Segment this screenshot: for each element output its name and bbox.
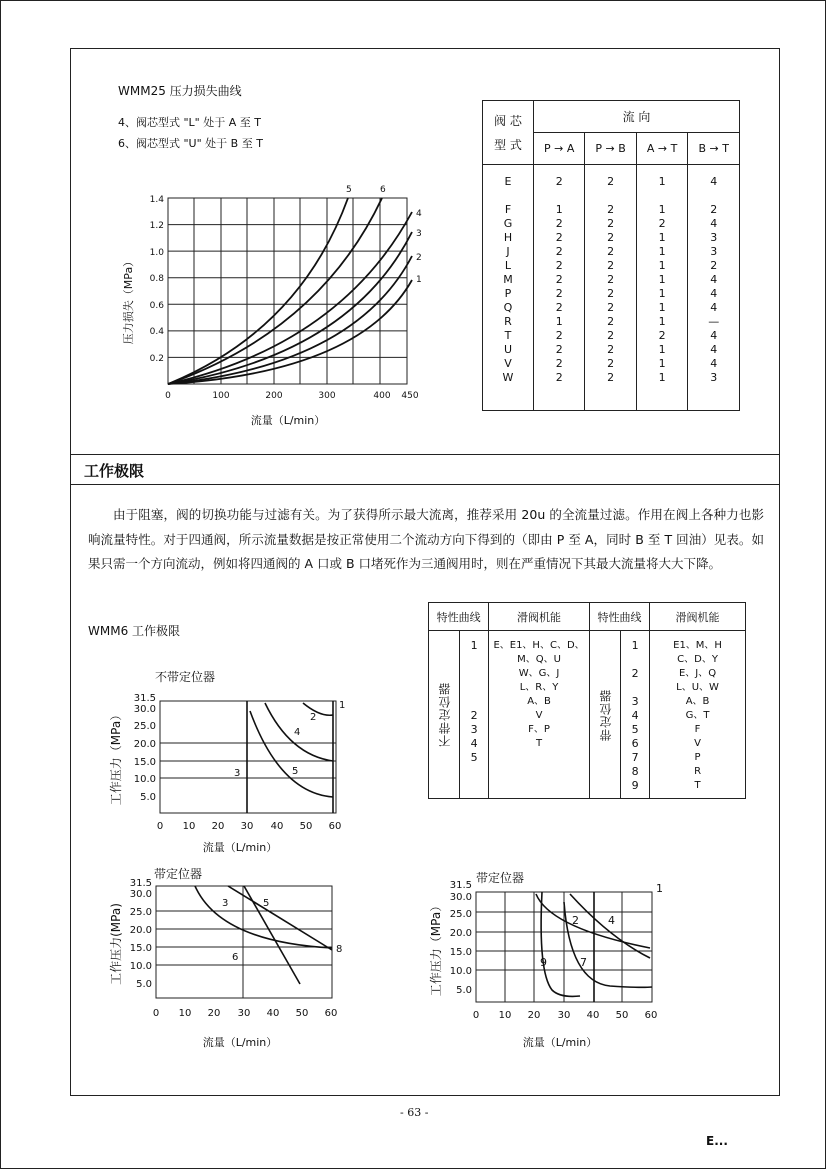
curve-label-2: 2 — [416, 253, 422, 263]
curve-9 — [541, 892, 580, 996]
x-tick: 0 — [472, 1010, 480, 1021]
y-tick: 0.6 — [149, 301, 164, 311]
section-title: 工作极限 — [84, 462, 145, 480]
curve-label-5: 5 — [292, 766, 299, 777]
y-axis-label: 工作压力（MPa） — [429, 899, 443, 997]
x-tick: 10 — [498, 1010, 512, 1021]
curve-2 — [303, 703, 333, 715]
x-tick: 60 — [328, 821, 342, 832]
header-b-t: B → T — [688, 133, 740, 165]
y-tick: 30.0 — [133, 704, 156, 715]
curve-5 — [244, 886, 300, 984]
y-tick: 5.0 — [456, 985, 472, 996]
section-divider-top — [70, 454, 779, 455]
chart-a-title: 不带定位器 — [155, 670, 216, 684]
curve-label-3: 3 — [234, 768, 241, 779]
b-t-column: 4 2 4 3 3 2 4 4 4 — 4 4 4 3 — [708, 175, 720, 384]
left-curve-numbers: 1 2 3 4 5 — [470, 639, 478, 764]
curve-label-6: 6 — [232, 952, 239, 963]
y-tick: 5.0 — [140, 792, 156, 803]
y-tick: 15.0 — [129, 943, 152, 954]
x-tick: 20 — [207, 1008, 221, 1019]
y-tick: 30.0 — [129, 889, 152, 900]
curve-label-4: 4 — [416, 209, 422, 219]
y-tick: 1.2 — [149, 221, 164, 231]
x-tick: 60 — [324, 1008, 338, 1019]
y-tick: 20.0 — [129, 925, 152, 936]
header-curve-2: 特性曲线 — [589, 603, 649, 631]
header-a-t: A → T — [636, 133, 688, 165]
y-tick: 31.5 — [129, 878, 152, 889]
curve-6 — [195, 886, 332, 948]
curve-label-3: 3 — [416, 229, 422, 239]
y-axis-label: 压力损失（MPa） — [122, 255, 135, 345]
working-limit-chart-with-detent-left — [100, 862, 360, 1057]
y-axis-label: 工作压力（MPa） — [109, 708, 123, 806]
with-detent-label: 带定位器 — [598, 688, 613, 741]
x-tick: 40 — [586, 1010, 600, 1021]
header-function-1: 滑阀机能 — [489, 603, 590, 631]
x-tick: 20 — [211, 821, 225, 832]
curve-label-6: 6 — [380, 185, 386, 195]
brand-mark: E... — [706, 1134, 728, 1148]
right-spool-functions: E1、M、H C、D、Y E、J、Q L、U、W A、B G、T F V P R T — [673, 640, 722, 791]
without-detent-label: 不带定位器 — [437, 682, 452, 747]
curve-label-1: 1 — [656, 882, 663, 895]
curve-5 — [250, 711, 333, 797]
x-tick: 0 — [156, 821, 164, 832]
curve-label-7: 7 — [580, 956, 587, 969]
working-limit-table — [428, 602, 746, 799]
y-tick: 10.0 — [133, 774, 156, 785]
y-tick: 25.0 — [449, 909, 472, 920]
spool-header-1: 阀 芯 — [494, 113, 522, 128]
y-tick: 1.0 — [149, 248, 164, 258]
y-tick: 25.0 — [133, 721, 156, 732]
section-divider-bottom — [70, 484, 779, 485]
curve-label-5: 5 — [263, 898, 270, 909]
x-tick: 0 — [152, 1008, 160, 1019]
page-number: - 63 - — [400, 1106, 429, 1119]
x-tick: 30 — [237, 1008, 251, 1019]
right-curve-numbers: 1 2 3 4 5 6 7 8 9 — [631, 639, 639, 792]
curve-label-1: 1 — [416, 275, 422, 285]
y-tick: 1.4 — [149, 195, 164, 205]
y-axis-label: 工作压力(MPa) — [109, 903, 123, 985]
x-tick: 0 — [165, 391, 171, 401]
x-axis-label: 流量（L/min） — [202, 841, 278, 854]
x-tick: 450 — [401, 391, 419, 401]
curve-label-9: 9 — [540, 956, 547, 969]
wmm25-title: WMM25 压力损失曲线 — [118, 84, 242, 98]
a-t-column: 1 1 2 1 1 1 1 1 1 1 2 1 1 1 — [658, 175, 666, 384]
curve-label-2: 2 — [310, 712, 317, 723]
curve-label-8: 8 — [336, 944, 343, 955]
working-limit-chart-with-detent-right — [420, 862, 680, 1057]
curve-5 — [168, 198, 348, 384]
curve-label-4: 4 — [294, 727, 301, 738]
curve-label-5: 5 — [346, 185, 352, 195]
wmm6-title: WMM6 工作极限 — [88, 624, 181, 638]
y-tick: 5.0 — [136, 979, 152, 990]
y-tick: 0.2 — [149, 354, 164, 364]
flow-direction-table — [482, 100, 740, 411]
y-tick: 15.0 — [133, 757, 156, 768]
x-tick: 30 — [240, 821, 254, 832]
curve-2 — [536, 894, 650, 948]
x-tick: 40 — [270, 821, 284, 832]
y-tick: 31.5 — [133, 693, 156, 704]
x-axis-label: 流量（L/min） — [202, 1036, 278, 1049]
flow-header: 流 向 — [534, 101, 740, 133]
y-tick: 25.0 — [129, 907, 152, 918]
header-function-2: 滑阀机能 — [650, 603, 746, 631]
x-axis-label: 流量（L/min） — [522, 1036, 598, 1049]
curve-label-4: 4 — [608, 914, 615, 927]
x-tick: 300 — [318, 391, 336, 401]
curve-3 — [228, 886, 332, 950]
x-tick: 50 — [295, 1008, 309, 1019]
x-tick: 100 — [212, 391, 230, 401]
left-spool-functions: E、E1、H、C、D、 M、Q、U W、G、J L、R、Y A、B V F、P T — [493, 640, 585, 749]
curve-label-1: 1 — [339, 700, 346, 711]
spool-type-column: E F G H J L M P Q R T U V W — [502, 175, 514, 384]
y-tick: 31.5 — [449, 880, 472, 891]
spool-header-2: 型 式 — [494, 137, 522, 152]
y-tick: 20.0 — [449, 928, 472, 939]
y-tick: 30.0 — [449, 892, 472, 903]
x-tick: 50 — [615, 1010, 629, 1021]
x-tick: 10 — [178, 1008, 192, 1019]
curve-label-2: 2 — [572, 914, 579, 927]
pressure-loss-chart — [110, 180, 430, 435]
y-tick: 10.0 — [449, 966, 472, 977]
p-a-column: 2 1 2 2 2 2 2 2 2 1 2 2 2 2 — [555, 175, 563, 384]
y-tick: 10.0 — [129, 961, 152, 972]
x-tick: 30 — [557, 1010, 571, 1021]
x-tick: 200 — [265, 391, 283, 401]
working-limit-chart-without-detent — [100, 665, 360, 860]
header-p-a: P → A — [534, 133, 585, 165]
x-tick: 50 — [299, 821, 313, 832]
curve-6 — [168, 198, 382, 384]
plot-frame — [156, 886, 332, 998]
curve-3 — [168, 232, 412, 384]
x-tick: 40 — [266, 1008, 280, 1019]
x-axis-label: 流量（L/min） — [250, 414, 326, 427]
working-limit-paragraph: 由于阻塞，阀的切换功能与过滤有关。为了获得所示最大流离，推荐采用 20u 的全流量过滤。作用在阀上各种力也影响流量特性。对于四通阀，所示流量数据是按正常使用二个流动方向下得到的（即由 P 至 A，同时 B 至 T 回油）见表。如果只需一个方向流动，例如将四通阀的 A 口或 B 口堵死作为三通阀用时，则在严重情况下其最大流量将大大下降。 — [88, 507, 764, 571]
x-tick: 60 — [644, 1010, 658, 1021]
wmm25-note-1: 4、阀芯型式 "L" 处于 A 至 T — [118, 116, 261, 129]
p-b-column: 2 2 2 2 2 2 2 2 2 2 2 2 2 2 — [607, 175, 615, 384]
x-tick: 20 — [527, 1010, 541, 1021]
chart-b-title: 带定位器 — [154, 867, 203, 881]
x-tick: 10 — [182, 821, 196, 832]
header-curve-1: 特性曲线 — [429, 603, 489, 631]
x-tick: 400 — [373, 391, 391, 401]
chart-c-title: 带定位器 — [476, 871, 525, 885]
wmm25-note-2: 6、阀芯型式 "U" 处于 B 至 T — [118, 137, 263, 150]
y-tick: 0.8 — [149, 274, 164, 284]
y-tick: 20.0 — [133, 739, 156, 750]
header-p-b: P → B — [585, 133, 636, 165]
y-tick: 15.0 — [449, 947, 472, 958]
curve-label-3: 3 — [222, 898, 229, 909]
y-tick: 0.4 — [149, 327, 164, 337]
